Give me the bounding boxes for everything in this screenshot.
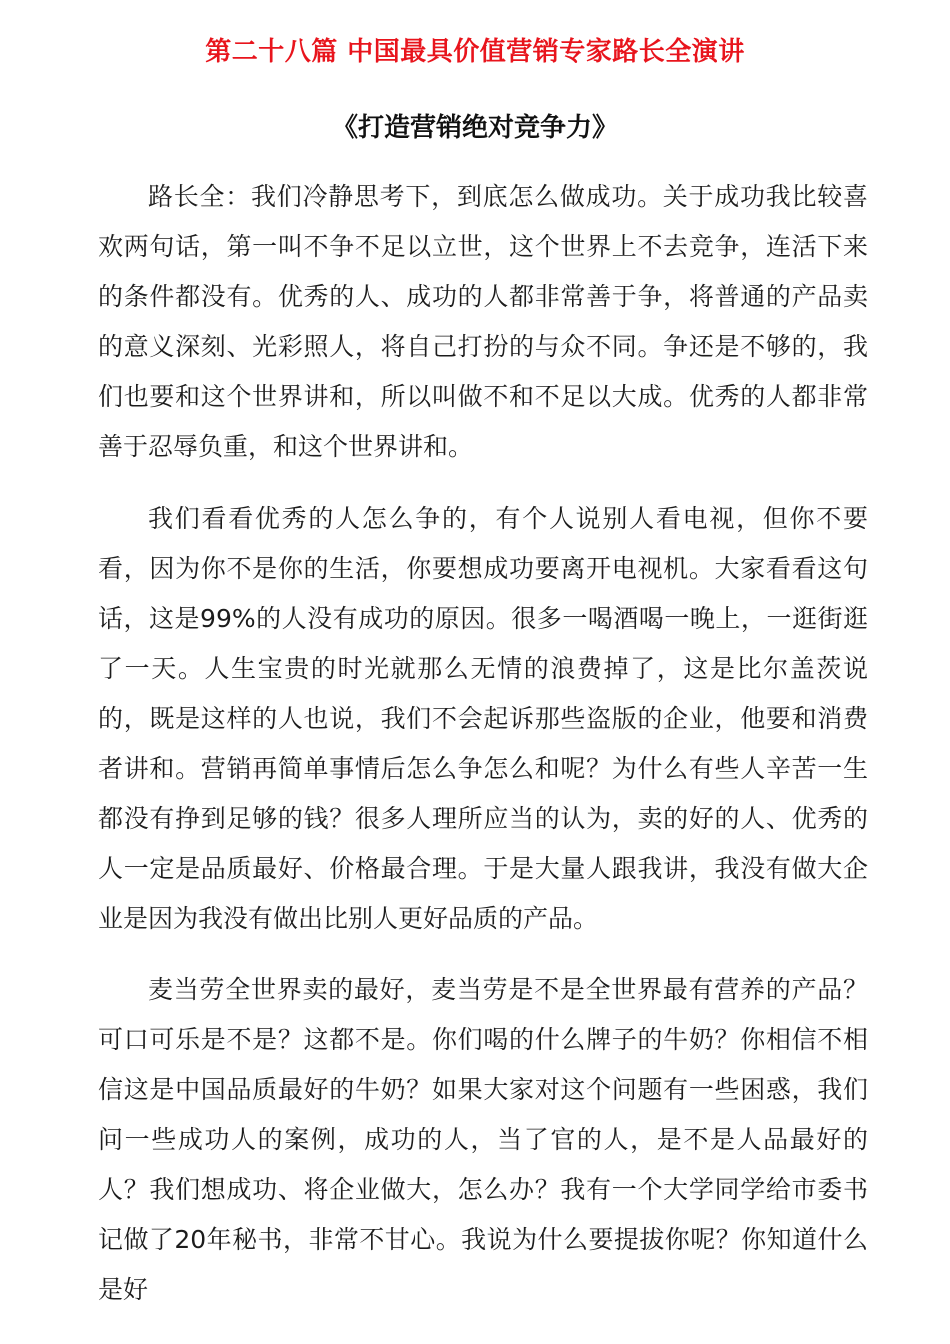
paragraph-3: 麦当劳全世界卖的最好，麦当劳是不是全世界最有营养的产品？可口可乐是不是？这都不是。你们喝的什么牌子的牛奶？你相信不相信这是中国品质最好的牛奶？如果大家对这个问题有一些困惑，我们问一些成功人的案例，成功的人，当了官的人，是不是人品最好的人？我们想成功、将企业做大，怎么办？我有一个大学同学给市委书记做了20年秘书，非常不甘心。我说为什么要提拔你呢？你知道什么是好 [98, 975, 868, 1304]
document-title: 第二十八篇 中国最具价值营销专家路长全演讲 [205, 37, 745, 67]
document-subtitle: 《打造营销绝对竞争力》 [331, 113, 618, 143]
paragraph-2: 我们看看优秀的人怎么争的，有个人说别人看电视，但你不要看，因为你不是你的生活，你要想成功要离开电视机。大家看看这句话，这是99%的人没有成功的原因。很多一喝酒喝一晚上，一逛街逛了一天。人生宝贵的时光就那么无情的浪费掉了，这是比尔盖茨说的，既是这样的人也说，我们不会起诉那些盗版的企业，他要和消费者讲和。营销再简单事情后怎么争怎么和呢？为什么有些人辛苦一生都没有挣到足够的钱？很多人理所应当的认为，卖的好的人、优秀的人一定是品质最好、价格最合理。于是大量人跟我讲，我没有做大企业是因为我没有做出比别人更好品质的产品。 [98, 504, 868, 933]
paragraph-1: 路长全：我们冷静思考下，到底怎么做成功。关于成功我比较喜欢两句话，第一叫不争不足以立世，这个世界上不去竞争，连活下来的条件都没有。优秀的人、成功的人都非常善于争，将普通的产品卖的意义深刻、光彩照人，将自己打扮的与众不同。争还是不够的，我们也要和这个世界讲和，所以叫做不和不足以大成。优秀的人都非常善于忍辱负重，和这个世界讲和。 [98, 182, 868, 461]
